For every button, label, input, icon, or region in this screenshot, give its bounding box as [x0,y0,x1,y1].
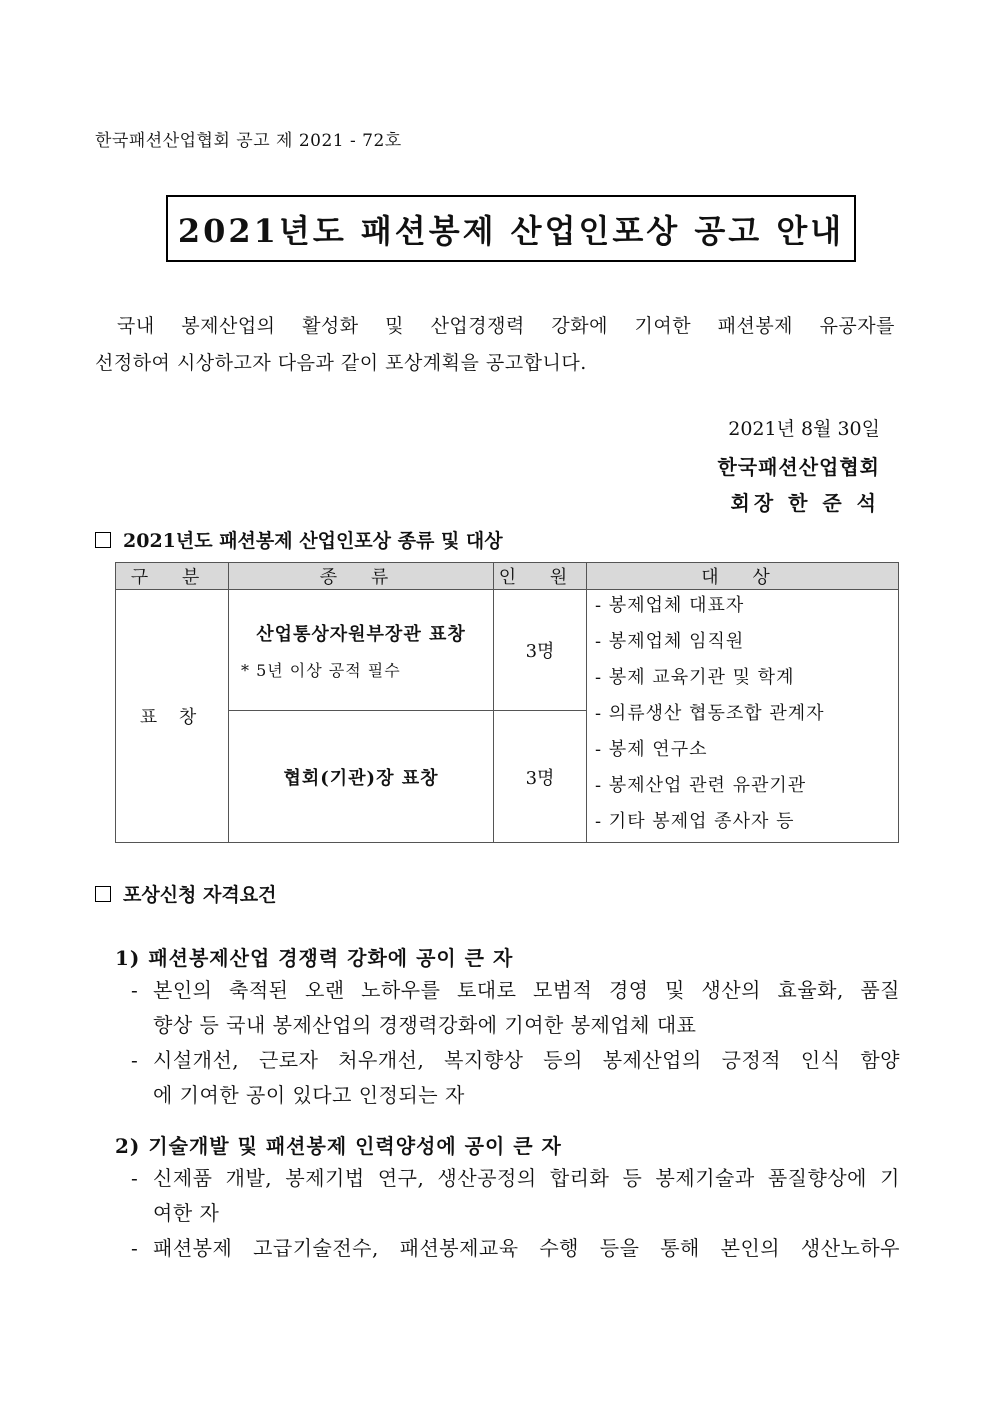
requirement-title: 1) 패션봉제산업 경쟁력 강화에 공이 큰 자 [115,946,514,970]
notice-date: 2021년 8월 30일 [728,418,880,440]
checkbox-square-icon [95,532,111,548]
bullet-dash: - [131,1048,138,1072]
notice-number: 한국패션산업협회 공고 제 2021 - 72호 [95,131,402,151]
bullet-dash: - [131,1236,138,1260]
list-item [115,1161,900,1231]
award-name: 산업통상자원부장관 표창 [256,623,466,645]
header-count: 인 원 [494,563,587,590]
list-item [115,973,900,1043]
list-item: - 봉제업체 임직원 [595,631,745,652]
award-count-cell: 3명 [494,590,587,711]
checkbox-square-icon [95,886,111,902]
requirement-block-1 [115,942,900,1113]
bullet-line: 패션봉제 고급기술전수, 패션봉제교육 수행 등을 통해 본인의 생산노하우 [153,1236,900,1260]
list-item: - 봉제업체 대표자 [595,595,745,616]
section-heading-awards [95,526,503,553]
award-type-cell [229,590,494,711]
list-item: - 기타 봉제업 종사자 등 [595,811,795,832]
awards-table [115,562,899,843]
list-item [115,1231,900,1266]
category-cell: 표 창 [116,590,229,843]
list-item: - 봉제 교육기관 및 학계 [595,667,795,688]
bullet-line: 본인의 축적된 오랜 노하우를 토대로 모범적 경영 및 생산의 효율화, 품질 [153,978,900,1002]
requirement-block-2 [115,1130,900,1266]
list-item: - 의류생산 협동조합 관계자 [595,703,825,724]
award-type-cell [229,711,494,843]
section-heading-text: 2021년도 패션봉제 산업인포상 종류 및 대상 [123,530,503,552]
bullet-line: 에 기여한 공이 있다고 인정되는 자 [153,1083,465,1107]
chairman-name: 회장 한 준 석 [730,491,880,515]
header-target: 대 상 [587,563,899,590]
intro-line-1: 국내 봉제산업의 활성화 및 산업경쟁력 강화에 기여한 패션봉제 유공자를 [117,315,895,337]
title-box [166,195,856,262]
bullet-line: 신제품 개발, 봉제기법 연구, 생산공정의 합리화 등 봉제기술과 품질향상에 기 [153,1166,900,1190]
intro-paragraph [95,308,895,382]
section-heading-requirements [95,880,276,907]
header-category: 구 분 [116,563,229,590]
target-cell [587,590,899,843]
award-note: * 5년 이상 공적 필수 [241,660,401,680]
intro-line-2: 선정하여 시상하고자 다음과 같이 포상계획을 공고합니다. [95,352,587,374]
requirement-title: 2) 기술개발 및 패션봉제 인력양성에 공이 큰 자 [115,1134,562,1158]
bullet-dash: - [131,1166,138,1190]
bullet-dash: - [131,978,138,1002]
table-row [116,590,899,711]
list-item: - 봉제 연구소 [595,739,708,760]
award-name: 협회(기관)장 표창 [283,767,439,789]
header-type: 종 류 [229,563,494,590]
page-title: 2021년도 패션봉제 산업인포상 공고 안내 [177,211,845,250]
organization-name: 한국패션산업협회 [717,455,880,479]
list-item [115,1043,900,1113]
table-header-row [116,563,899,590]
award-count-cell: 3명 [494,711,587,843]
target-list [587,590,898,842]
bullet-line: 향상 등 국내 봉제산업의 경쟁력강화에 기여한 봉제업체 대표 [153,1013,697,1037]
bullet-line: 시설개선, 근로자 처우개선, 복지향상 등의 봉제산업의 긍정적 인식 함양 [153,1048,900,1072]
bullet-line: 여한 자 [153,1201,220,1225]
list-item: - 봉제산업 관련 유관기관 [595,775,807,796]
section-heading-text: 포상신청 자격요건 [123,884,277,906]
